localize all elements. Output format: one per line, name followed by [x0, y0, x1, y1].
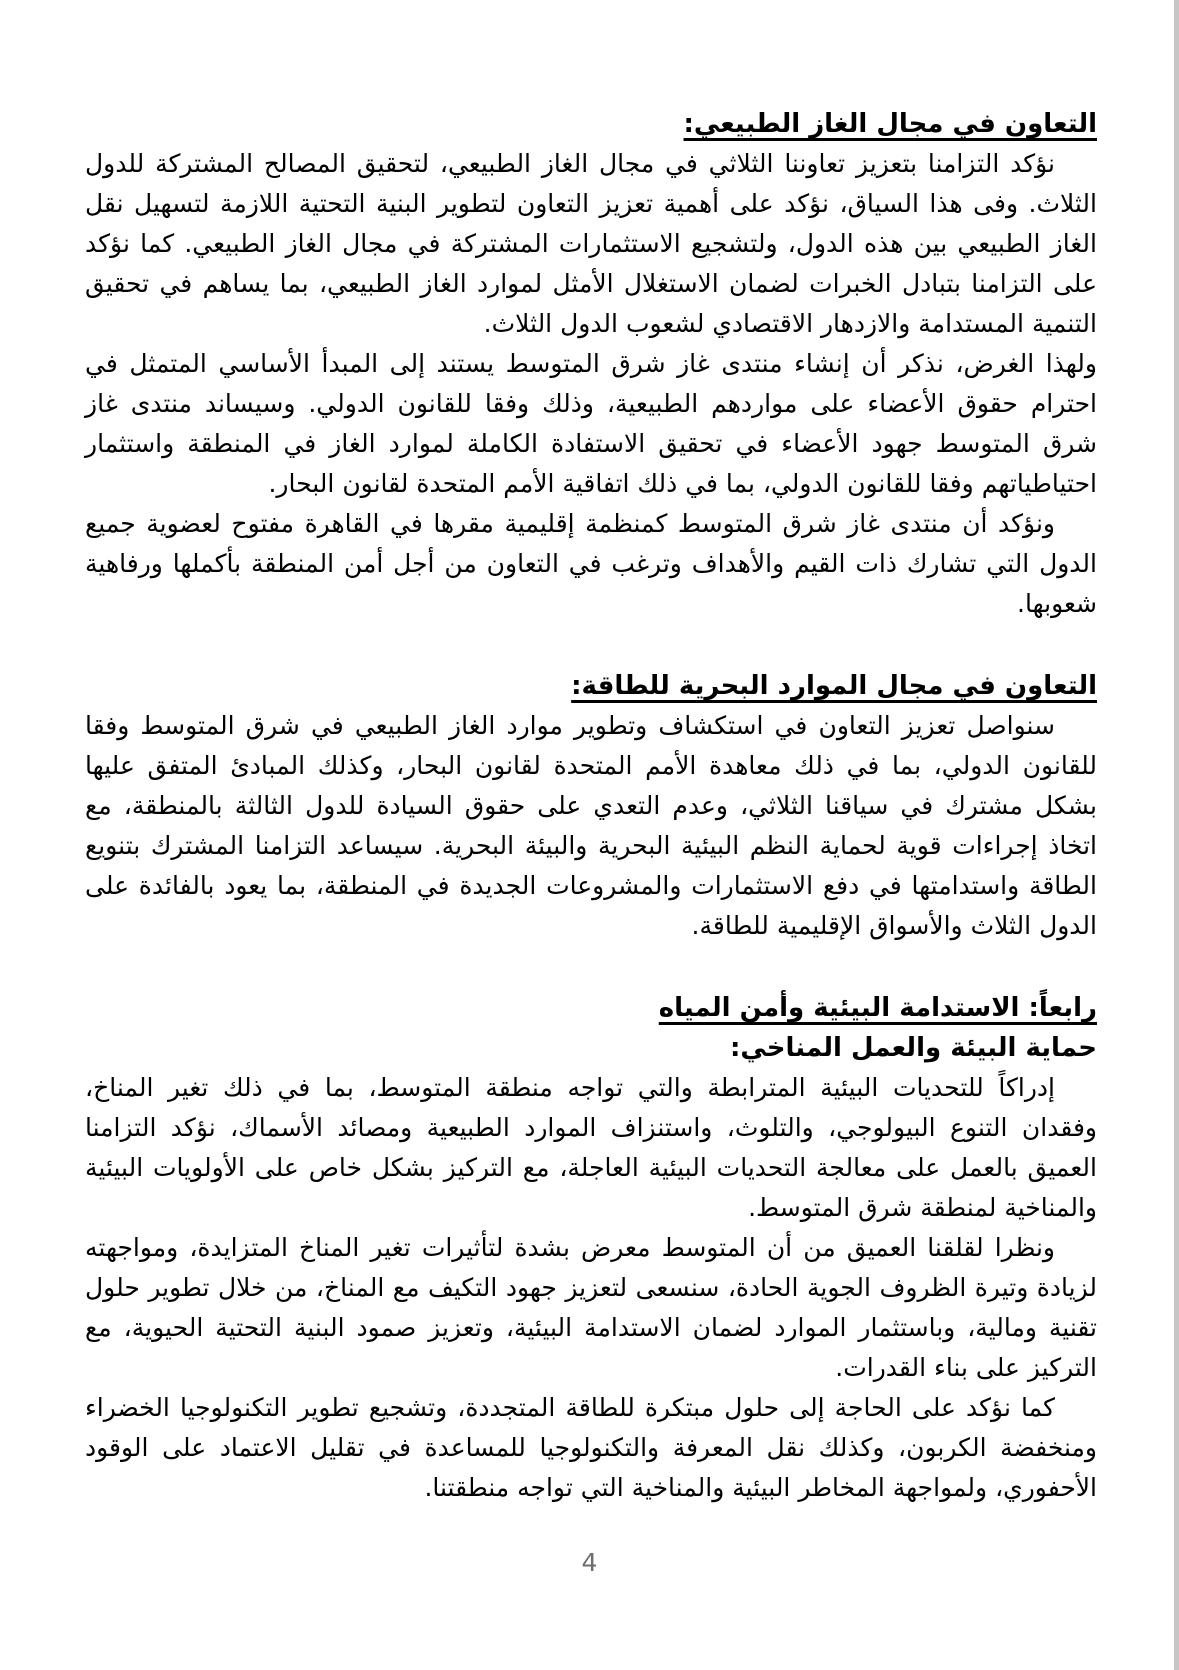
paragraph: نؤكد التزامنا بتعزيز تعاوننا الثلاثي في مجال الغاز الطبيعي، لتحقيق المصالح المشتركة للدول الثلاث. وفى هذا السياق، نؤكد على أهمية تعزيز التعاون لتطوير البنية التحتية اللازمة لتسهيل نقل الغاز الطبيعي بين هذه الدول، ولتشجيع الاستثمارات المشتركة في مجال الغاز الطبيعي. كما نؤكد على التزامنا بتبادل الخبرات لضمان الاستغلال الأمثل لموارد الغاز الطبيعي، بما يساهم في تحقيق التنمية المستدامة والازدهار الاقتصادي لشعوب الدول الثلاث. — [85, 149, 1097, 338]
paragraph: ونظرا لقلقنا العميق من أن المتوسط معرض بشدة لتأثيرات تغير المناخ المتزايدة، ومواجهته لزيادة وتيرة الظروف الجوية الحادة، سنسعى لتعزيز جهود التكيف مع المناخ، من خلال تطوير حلول تقنية ومالية، وباستثمار الموارد لضمان الاستدامة البيئية، وتعزيز صمود البنية التحتية الحيوية، مع التركيز على بناء القدرات. — [85, 1233, 1097, 1382]
paragraph: إدراكاً للتحديات البيئية المترابطة والتي تواجه منطقة المتوسط، بما في ذلك تغير المناخ، وفقدان التنوع البيولوجي، والتلوث، واستنزاف الموارد الطبيعية ومصائد الأسماك، نؤكد التزامنا العميق بالعمل على معالجة التحديات البيئية العاجلة، مع التركيز بشكل خاص على الأولويات البيئية والمناخية لمنطقة شرق المتوسط. — [85, 1073, 1097, 1222]
section-heading-natural-gas: التعاون في مجال الغاز الطبيعي: — [683, 109, 1097, 139]
page-number: 4 — [581, 1548, 598, 1577]
subsection-heading-climate-action: حماية البيئة والعمل المناخي: — [730, 1033, 1097, 1063]
paragraph: ولهذا الغرض، نذكر أن إنشاء منتدى غاز شرق المتوسط يستند إلى المبدأ الأساسي المتمثل في احترام حقوق الأعضاء على مواردهم الطبيعية، وذلك وفقا للقانون الدولي. وسيساند منتدى غاز شرق المتوسط جهود الأعضاء في تحقيق الاستفادة الكاملة لموارد الغاز في المنطقة واستثمار احتياطياتهم وفقا للقانون الدولي، بما في ذلك اتفاقية الأمم المتحدة لقانون البحار. — [85, 349, 1097, 498]
paragraph: كما نؤكد على الحاجة إلى حلول مبتكرة للطاقة المتجددة، وتشجيع تطوير التكنولوجيا الخضراء ومنخفضة الكربون، وكذلك نقل المعرفة والتكنولوجيا للمساعدة في تقليل الاعتماد على الوقود الأحفوري، ولمواجهة المخاطر البيئية والمناخية التي تواجه منطقتنا. — [85, 1393, 1097, 1502]
section-natural-gas — [85, 104, 1097, 624]
scrollbar-track[interactable] — [1174, 0, 1179, 1670]
section-marine-energy-resources — [85, 666, 1097, 946]
section-heading-marine-energy: التعاون في مجال الموارد البحرية للطاقة: — [571, 671, 1097, 701]
document-body — [85, 104, 1097, 1508]
section-environmental-sustainability — [85, 988, 1097, 1508]
paragraph: ونؤكد أن منتدى غاز شرق المتوسط كمنظمة إقليمية مقرها في القاهرة مفتوح لعضوية جميع الدول التي تشارك ذات القيم والأهداف وترغب في التعاون من أجل أمن المنطقة بأكملها ورفاهية شعوبها. — [85, 509, 1097, 618]
paragraph: سنواصل تعزيز التعاون في استكشاف وتطوير موارد الغاز الطبيعي في شرق المتوسط وفقا للقانون الدولي، بما في ذلك معاهدة الأمم المتحدة لقانون البحار، وكذلك المبادئ المتفق عليها بشكل مشترك في سياقنا الثلاثي، وعدم التعدي على حقوق السيادة للدول الثالثة بالمنطقة، مع اتخاذ إجراءات قوية لحماية النظم البيئية البحرية والبيئة البحرية. سيساعد التزامنا المشترك بتنويع الطاقة واستدامتها في دفع الاستثمارات والمشروعات الجديدة في المنطقة، بما يعود بالفائدة على الدول الثلاث والأسواق الإقليمية للطاقة. — [85, 711, 1097, 940]
section-heading-environment-water: رابعاً: الاستدامة البيئية وأمن المياه — [658, 993, 1097, 1023]
